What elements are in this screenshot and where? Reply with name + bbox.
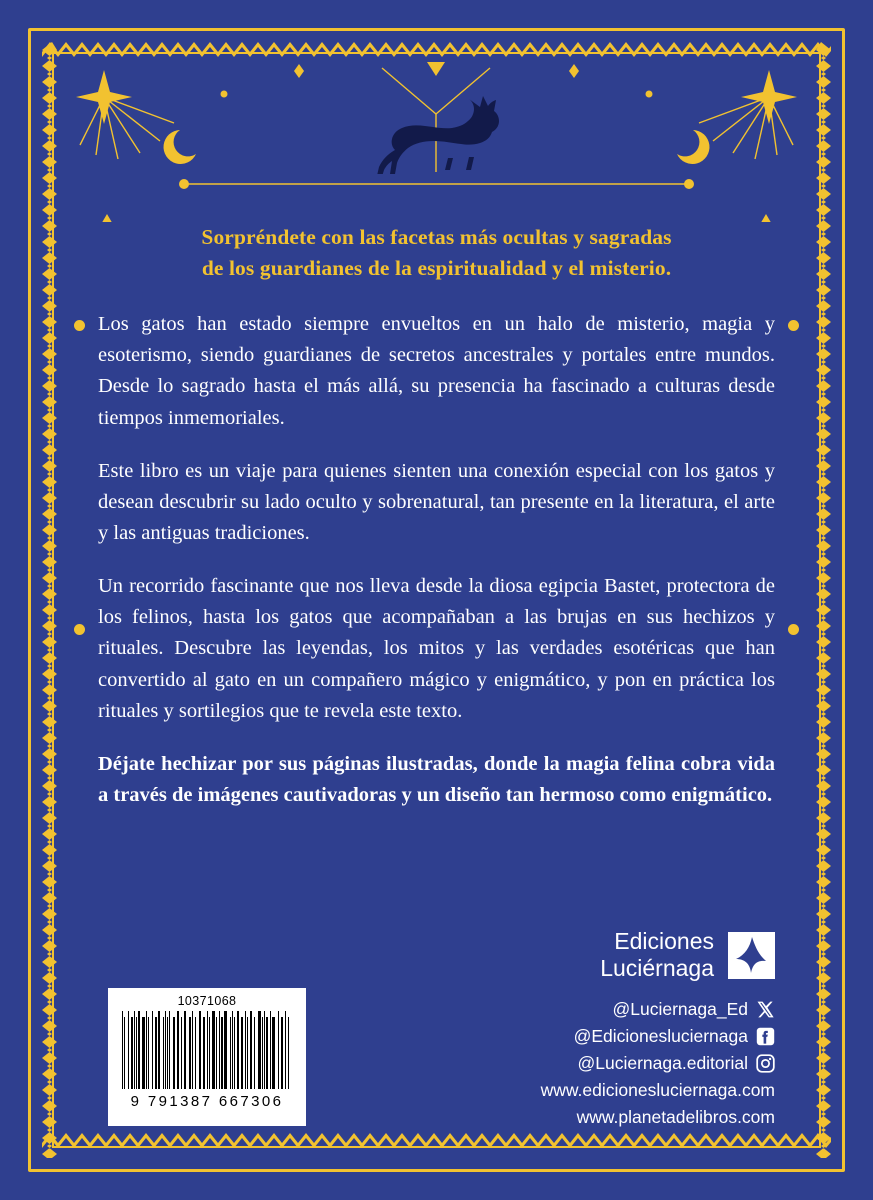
blurb-paragraph-2: Este libro es un viaje para quienes sienten una conexión especial con los gatos y desean descubrir su lado oculto y sobrenatural, tan presente en la literatura, el arte y las antiguas tradiciones. <box>98 459 775 544</box>
line-end-dot <box>684 179 694 189</box>
barcode <box>108 988 306 1126</box>
publisher-name <box>600 928 714 982</box>
walking-cat-silhouette <box>372 96 502 174</box>
sparkle-diamond <box>759 214 773 222</box>
social-handle-x: @Luciernaga_Ed <box>612 999 748 1019</box>
eight-point-star <box>76 70 132 124</box>
social-row-x[interactable] <box>445 996 775 1023</box>
barcode-bars <box>116 1011 298 1089</box>
barcode-isbn-digits: 9 791387 667306 <box>130 1093 284 1110</box>
tagline-line-1: Sorpréndete con las facetas más ocultas y sagradas <box>201 225 672 249</box>
website-planetadelibros[interactable]: www.planetadelibros.com <box>576 1107 775 1127</box>
x-twitter-icon <box>756 1000 775 1019</box>
social-links <box>445 996 775 1131</box>
blurb-paragraph-3: Un recorrido fascinante que nos lleva desde la diosa egipcia Bastet, protectora de los felinos, hasta los gatos que acompañaban a las brujas en sus hechizos y rituales. Descubre las leyendas, los mitos y las verdades esotéricas que han convertido al gato en un compañero mágico y enigmático, y pon en práctica los rituales y sortilegios que te revela este texto. <box>98 575 775 722</box>
social-row-instagram[interactable] <box>445 1050 775 1077</box>
barcode-top-number: 10371068 <box>177 994 237 1008</box>
social-handle-instagram: @Luciernaga.editorial <box>577 1053 748 1073</box>
frame-accent-dot <box>74 624 85 635</box>
left-sunburst-rays <box>80 97 174 159</box>
tagline <box>98 222 775 283</box>
blurb-content <box>98 222 775 811</box>
small-dot <box>221 91 228 98</box>
sparkle-diamond <box>100 214 114 222</box>
line-end-dot <box>179 179 189 189</box>
right-sunburst-rays <box>699 97 793 159</box>
publisher-block <box>600 928 775 982</box>
facebook-icon <box>756 1027 775 1046</box>
frame-accent-dot <box>788 320 799 331</box>
frame-accent-dot <box>74 320 85 331</box>
small-dot <box>646 91 653 98</box>
diamond-dot <box>569 64 579 78</box>
triangle-ornament <box>427 62 445 76</box>
blurb-paragraph-1: Los gatos han estado siempre envueltos en un halo de misterio, magia y esoterismo, siendo guardianes de secretos ancestrales y portales entre mundos. Desde lo sagrado hasta el más allá, su presencia ha fascinado a culturas desde tiempos inmemoriales. <box>98 313 775 429</box>
luciernaga-logo <box>728 932 775 979</box>
eight-point-star <box>741 70 797 124</box>
social-handle-facebook: @Edicionesluciernaga <box>573 1026 748 1046</box>
crescent-moon <box>164 130 196 164</box>
publisher-name-line-2: Luciérnaga <box>600 955 714 982</box>
website-edicionesluciernaga[interactable]: www.edicionesluciernaga.com <box>540 1080 775 1100</box>
diamond-dot <box>294 64 304 78</box>
publisher-name-line-1: Ediciones <box>614 928 714 954</box>
instagram-icon <box>756 1054 775 1073</box>
crescent-moon <box>677 130 709 164</box>
tagline-line-2: de los guardianes de la espiritualidad y el misterio. <box>201 255 672 280</box>
blurb-paragraph-4: Déjate hechizar por sus páginas ilustradas, donde la magia felina cobra vida a través de imágenes cautivadoras y un diseño tan hermoso como enigmático. <box>98 752 775 807</box>
social-row-facebook[interactable] <box>445 1023 775 1050</box>
frame-accent-dot <box>788 624 799 635</box>
